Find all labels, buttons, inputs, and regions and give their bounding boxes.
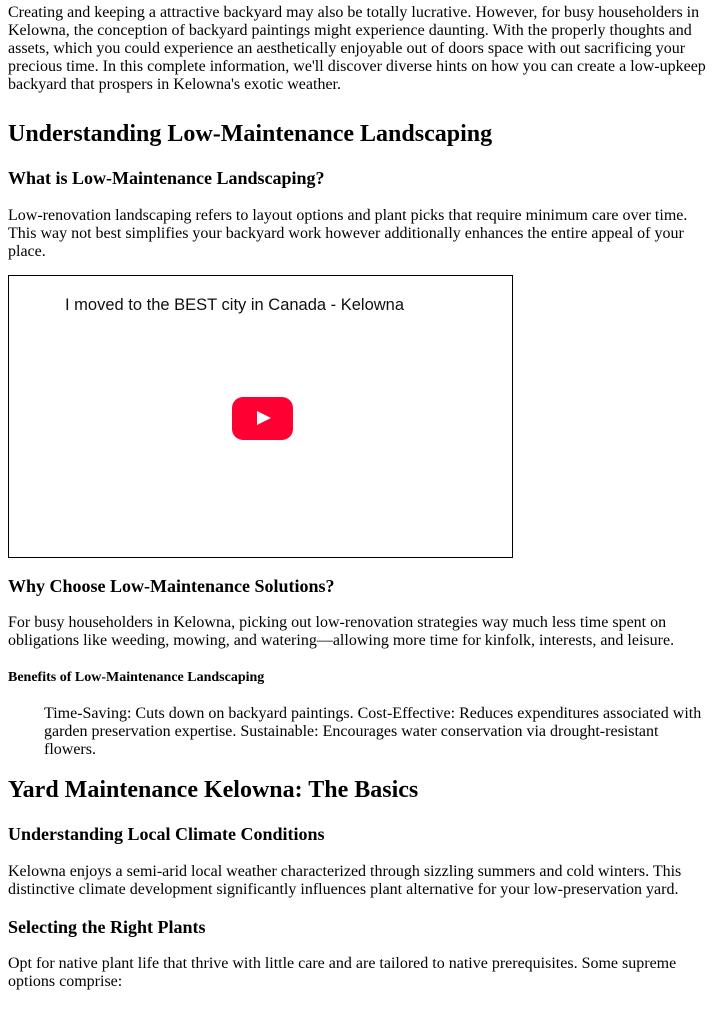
article [0,4,720,991]
why-choose-paragraph: For busy householders in Kelowna, picking out low-renovation strategies way much less time spent on obligations like weeding, mowing, and watering—allowing more time for kinfolk, interests, and leisure. [8,614,675,649]
heading-what-is: What is Low-Maintenance Landscaping? [8,168,325,188]
video-embed[interactable] [8,275,513,558]
heading-why-choose: Why Choose Low-Maintenance Solutions? [8,576,335,596]
heading-low-maintenance-landscaping: Understanding Low-Maintenance Landscaping [8,121,493,147]
heading-local-climate: Understanding Local Climate Conditions [8,824,325,844]
play-button-icon[interactable] [232,397,293,440]
what-is-paragraph: Low-renovation landscaping refers to layout options and plant picks that require minimum care over time. This way not best simplifies your backyard work however additionally enhances the entire appeal of your place. [8,207,688,260]
play-triangle-icon [257,411,271,425]
heading-selecting-plants: Selecting the Right Plants [8,917,206,937]
heading-benefits: Benefits of Low-Maintenance Landscaping [8,670,265,685]
video-title[interactable]: I moved to the BEST city in Canada - Kelowna [65,296,405,314]
heading-yard-maintenance: Yard Maintenance Kelowna: The Basics [8,777,419,803]
climate-paragraph: Kelowna enjoys a semi-arid local weather characterized through sizzling summers and cold winters. This distinctive climate development significantly influences plant alternative for your low-preservation yard. [8,863,682,898]
intro-paragraph: Creating and keeping a attractive backyard may also be totally lucrative. However, for busy householders in Kelowna, the conception of backyard paintings might experience daunting. With the properly thoughts and assets, which you could experience an aesthetically enjoyable out of doors space with out sacrificing your precious time. In this complete information, we'll discover diverse hints on how you can create a low-upkeep backyard that prospers in Kelowna's exotic weather. [8,4,706,93]
plants-paragraph: Opt for native plant life that thrive with little care and are tailored to native prerequisites. Some supreme options comprise: [8,955,677,990]
benefits-list: Time-Saving: Cuts down on backyard paintings. Cost-Effective: Reduces expenditures associated with garden preservation expertise. Sustainable: Encourages water conservation via drought-resistant flowers. [44,705,702,758]
